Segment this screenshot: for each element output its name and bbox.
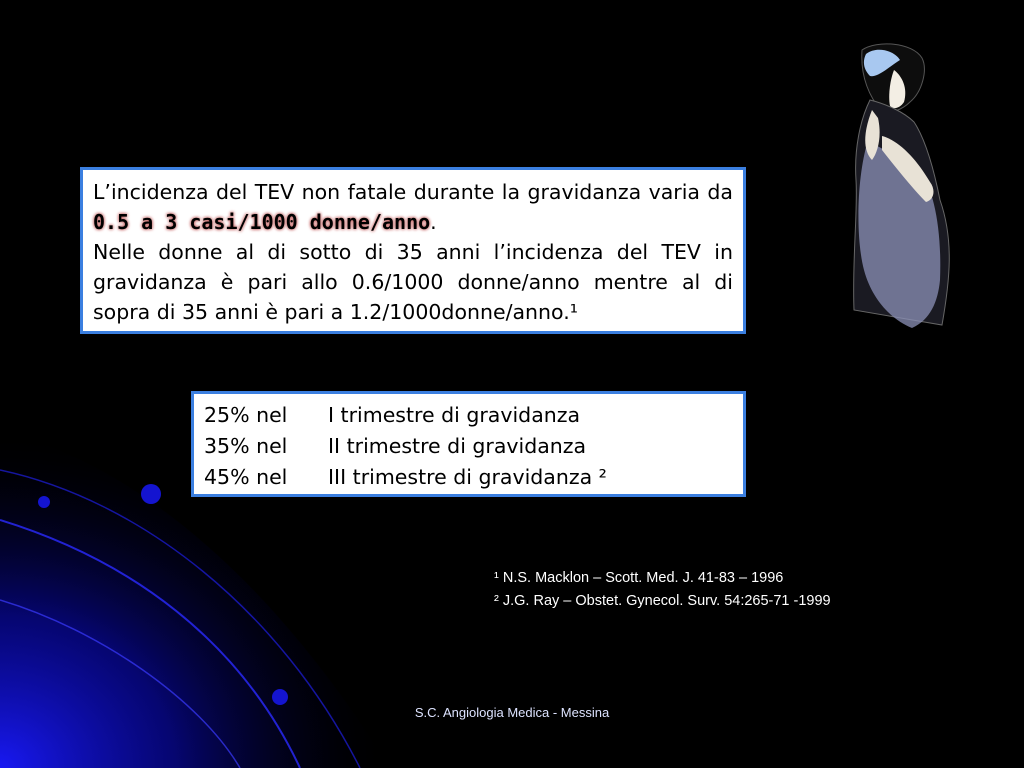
incidence-period: . xyxy=(430,210,437,234)
trimester-row xyxy=(204,431,733,462)
orb-2 xyxy=(38,496,50,508)
trimester-box xyxy=(191,391,746,497)
trimester-label: I trimestre di gravidanza xyxy=(328,403,581,427)
reference-1: ¹ N.S. Macklon – Scott. Med. J. 41-83 – 1996 xyxy=(494,570,784,586)
orb-1 xyxy=(141,484,161,504)
pregnant-woman-illustration xyxy=(842,40,962,335)
trimester-percent: 25% nel xyxy=(204,403,288,427)
footer: S.C. Angiologia Medica - Messina xyxy=(414,705,610,720)
trimester-percent: 35% nel xyxy=(204,434,288,458)
age-paragraph: Nelle donne al di sotto di 35 anni l’incidenza del TEV in gravidanza è pari allo 0.6/1000 donne/anno mentre al di sopra di 35 anni è pari a 1.2/1000donne/anno.¹ xyxy=(93,240,733,324)
reference-2: ² J.G. Ray – Obstet. Gynecol. Surv. 54:265-71 -1999 xyxy=(494,593,831,609)
incidence-paragraph xyxy=(93,177,733,237)
trimester-row xyxy=(204,462,733,493)
incidence-text-box xyxy=(80,167,746,334)
trimester-label: III trimestre di gravidanza ² xyxy=(328,465,607,489)
trimester-label: II trimestre di gravidanza xyxy=(328,434,587,458)
orb-3 xyxy=(272,689,288,705)
trimester-percent: 45% nel xyxy=(204,465,288,489)
incidence-highlight: 0.5 a 3 casi/1000 donne/anno xyxy=(93,210,431,234)
references xyxy=(494,567,831,613)
trimester-row xyxy=(204,400,733,431)
incidence-text: L’incidenza del TEV non fatale durante la gravidanza varia da xyxy=(93,180,733,204)
